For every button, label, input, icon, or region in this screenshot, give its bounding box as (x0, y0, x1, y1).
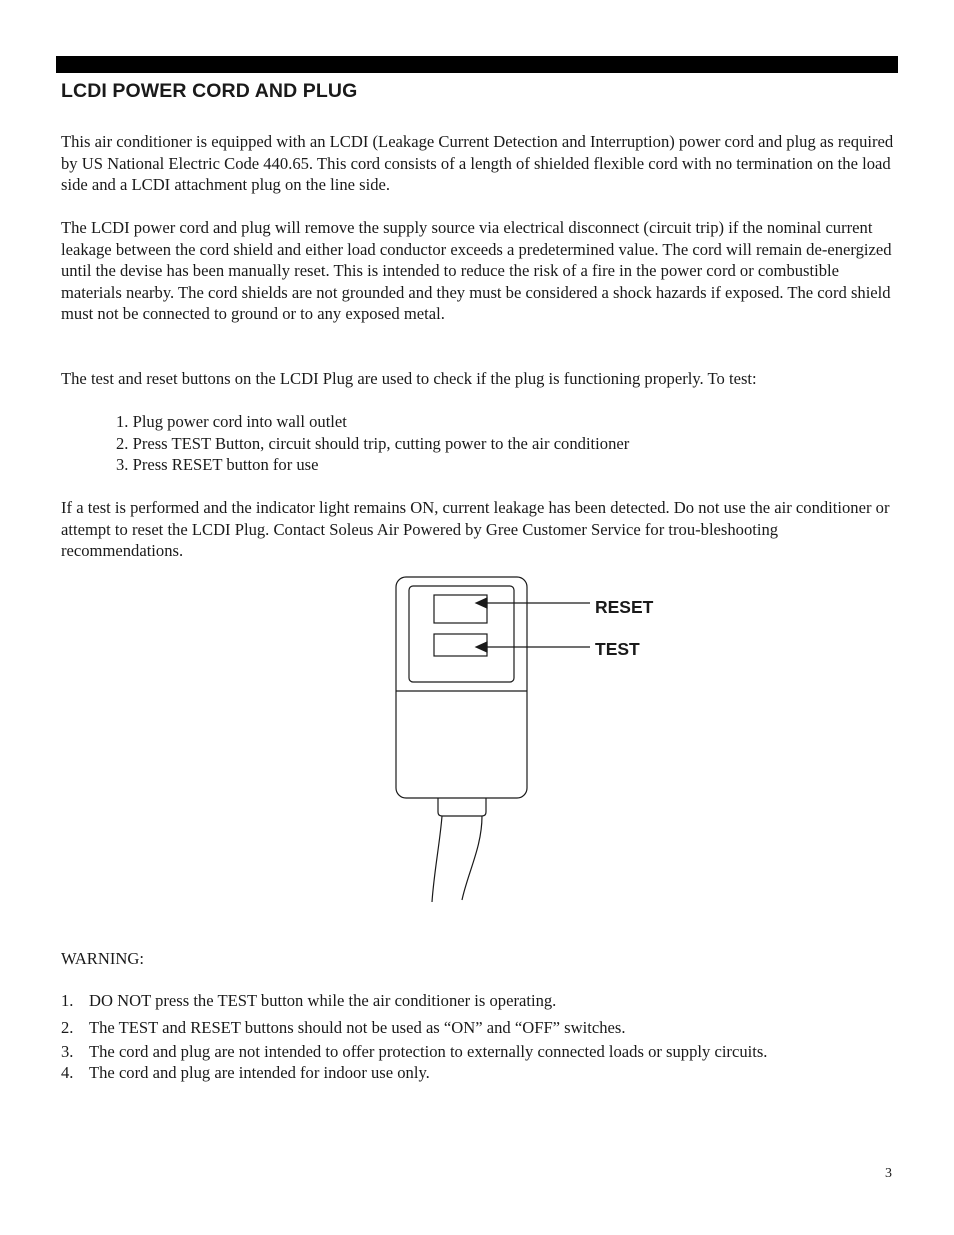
warning-item-number: 3. (61, 1042, 74, 1061)
cord-right-edge (462, 816, 482, 900)
warning-item (61, 991, 556, 1011)
leakage-paragraph: If a test is performed and the indicator light remains ON, current leakage has been detected. Do not use the air conditioner or attempt to reset the LCDI Plug. Contact Soleus Air Powered by Gree Customer Service for trou-bleshooting recommendations. (61, 498, 890, 560)
warning-item-number: 4. (61, 1063, 74, 1082)
warning-title: WARNING: (61, 949, 144, 968)
warning-item (61, 1063, 430, 1083)
warning-item (61, 1042, 767, 1062)
test-label: TEST (595, 639, 640, 659)
test-step: 3. Press RESET button for use (116, 455, 319, 474)
reset-label: RESET (595, 597, 654, 617)
cord-left-edge (432, 816, 442, 902)
warning-item-number: 1. (61, 991, 74, 1010)
warning-item-text: The cord and plug are not intended to offer protection to externally connected loads or supply circuits. (89, 1042, 768, 1061)
plug-strain-relief (438, 798, 486, 816)
plug-illustration (390, 572, 690, 907)
section-heading: LCDI POWER CORD AND PLUG (61, 80, 358, 102)
warning-item-text: The cord and plug are intended for indoor use only. (89, 1063, 430, 1082)
warning-item-text: The TEST and RESET buttons should not be used as “ON” and “OFF” switches. (89, 1018, 626, 1037)
test-intro-paragraph: The test and reset buttons on the LCDI Plug are used to check if the plug is functioning properly. To test: (61, 369, 757, 388)
test-step: 1. Plug power cord into wall outlet (116, 412, 347, 431)
plug-body (396, 577, 527, 798)
test-arrow-icon (476, 642, 487, 652)
test-step: 2. Press TEST Button, circuit should trip, cutting power to the air conditioner (116, 433, 630, 453)
test-steps-list (116, 411, 629, 476)
warning-item (61, 1018, 625, 1038)
header-rule (56, 56, 898, 73)
intro-paragraph: This air conditioner is equipped with an LCDI (Leakage Current Detection and Interruption) power cord and plug as required by US National Electric Code 440.65. This cord consists of a length of shielded flexible cord with no termination on the load side and a LCDI attachment plug on the line side. (61, 132, 894, 194)
warning-item-number: 2. (61, 1018, 74, 1037)
page-number: 3 (885, 1166, 892, 1181)
reset-arrow-icon (476, 598, 487, 608)
function-paragraph: The LCDI power cord and plug will remove the supply source via electrical disconnect (circuit trip) if the nominal current leakage between the cord shield and either load conductor exceeds a predetermined value. The cord will remain de-energized until the devise has been manually reset. This is intended to reduce the risk of a fire in the power cord or combustible materials nearby. The cord shields are not grounded and they must be considered a shock hazards if exposed. The cord shield must not be connected to ground or to any exposed metal. (61, 218, 892, 323)
warning-item-text: DO NOT press the TEST button while the air conditioner is operating. (89, 991, 557, 1010)
reset-button (434, 595, 487, 623)
